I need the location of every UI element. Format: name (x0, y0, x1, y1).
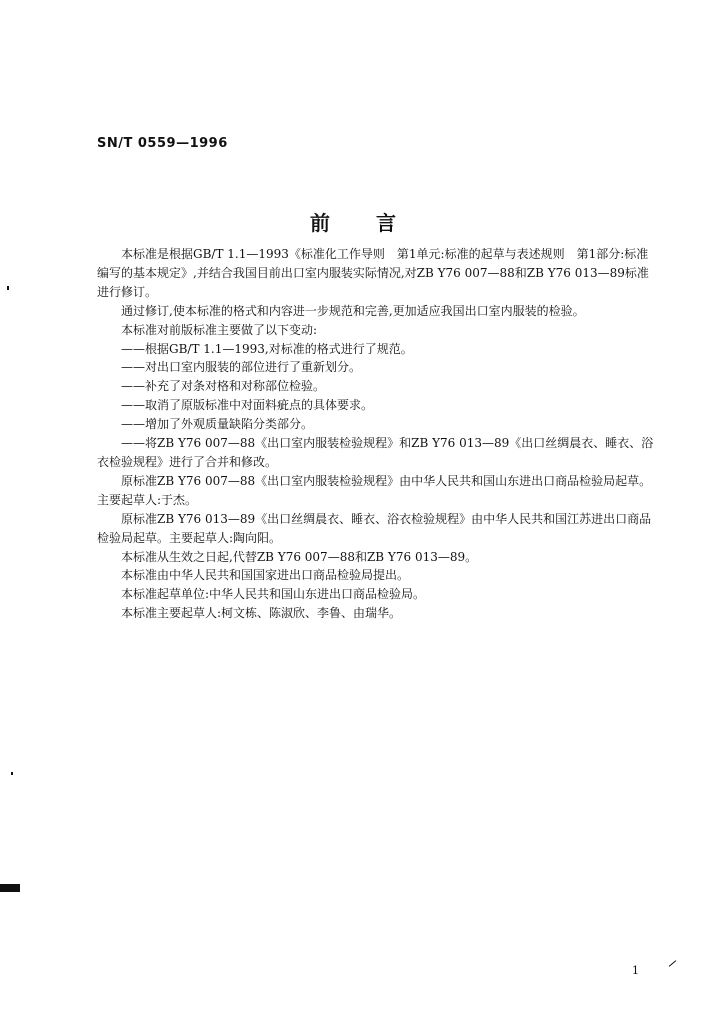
change-item-fabric: ——取消了原版标准中对面料疵点的具体要求。 (121, 398, 374, 413)
scan-artifact-mark (0, 884, 20, 892)
paragraph-drafters: 本标准主要起草人:柯文栋、陈淑欣、李鲁、由瑞华。 (121, 606, 402, 621)
change-item-parts: ——对出口室内服装的部位进行了重新划分。 (121, 360, 362, 375)
change-item-merge: ——将ZB Y76 007—88《出口室内服装检验规程》和ZB Y76 013—89《出口丝绸晨衣、睡衣、浴衣检验规程》进行了合并和修改。 (97, 436, 654, 469)
scan-artifact-tick (669, 960, 677, 967)
change-item-symmetry: ——补充了对条对格和对称部位检验。 (121, 379, 326, 394)
paragraph-drafting-unit: 本标准起草单位:中华人民共和国山东进出口商品检验局。 (121, 587, 426, 602)
change-item-defects: ——增加了外观质量缺陷分类部分。 (121, 417, 314, 432)
paragraph-original-1: 原标准ZB Y76 007—88《出口室内服装检验规程》由中华人民共和国山东进出口商品检验局起草。主要起草人:于杰。 (97, 473, 652, 507)
paragraph-replaces: 本标准从生效之日起,代替ZB Y76 007—88和ZB Y76 013—89。 (121, 549, 478, 564)
foreword-body (97, 245, 660, 623)
standard-code: SN/T 0559—1996 (97, 136, 228, 151)
paragraph-original-2: 原标准ZB Y76 013—89《出口丝绸晨衣、睡衣、浴衣检验规程》由中华人民共和国江苏进出口商品检验局起草。主要起草人:陶向阳。 (97, 511, 652, 545)
page-number: 1 (632, 964, 639, 977)
change-item-format: ——根据GB/T 1.1—1993,对标准的格式进行了规范。 (121, 341, 413, 356)
paragraph-proposed-by: 本标准由中华人民共和国国家进出口商品检验局提出。 (121, 568, 410, 583)
paragraph-purpose: 通过修订,使本标准的格式和内容进一步规范和完善,更加适应我国出口室内服装的检验。 (121, 303, 585, 318)
scan-artifact-dot (11, 772, 13, 775)
page-title: 前言 (310, 211, 442, 235)
paragraph-basis: 本标准是根据GB/T 1.1—1993《标准化工作导则 第1单元:标准的起草与表述规则 第1部分:标准编写的基本规定》,并结合我国目前出口室内服装实际情况,对ZB Y76 007—88和ZB Y76 013—89标准进行修订。 (97, 247, 649, 299)
paragraph-changes-intro: 本标准对前版标准主要做了以下变动: (121, 322, 318, 337)
scan-artifact-dot (7, 286, 9, 290)
